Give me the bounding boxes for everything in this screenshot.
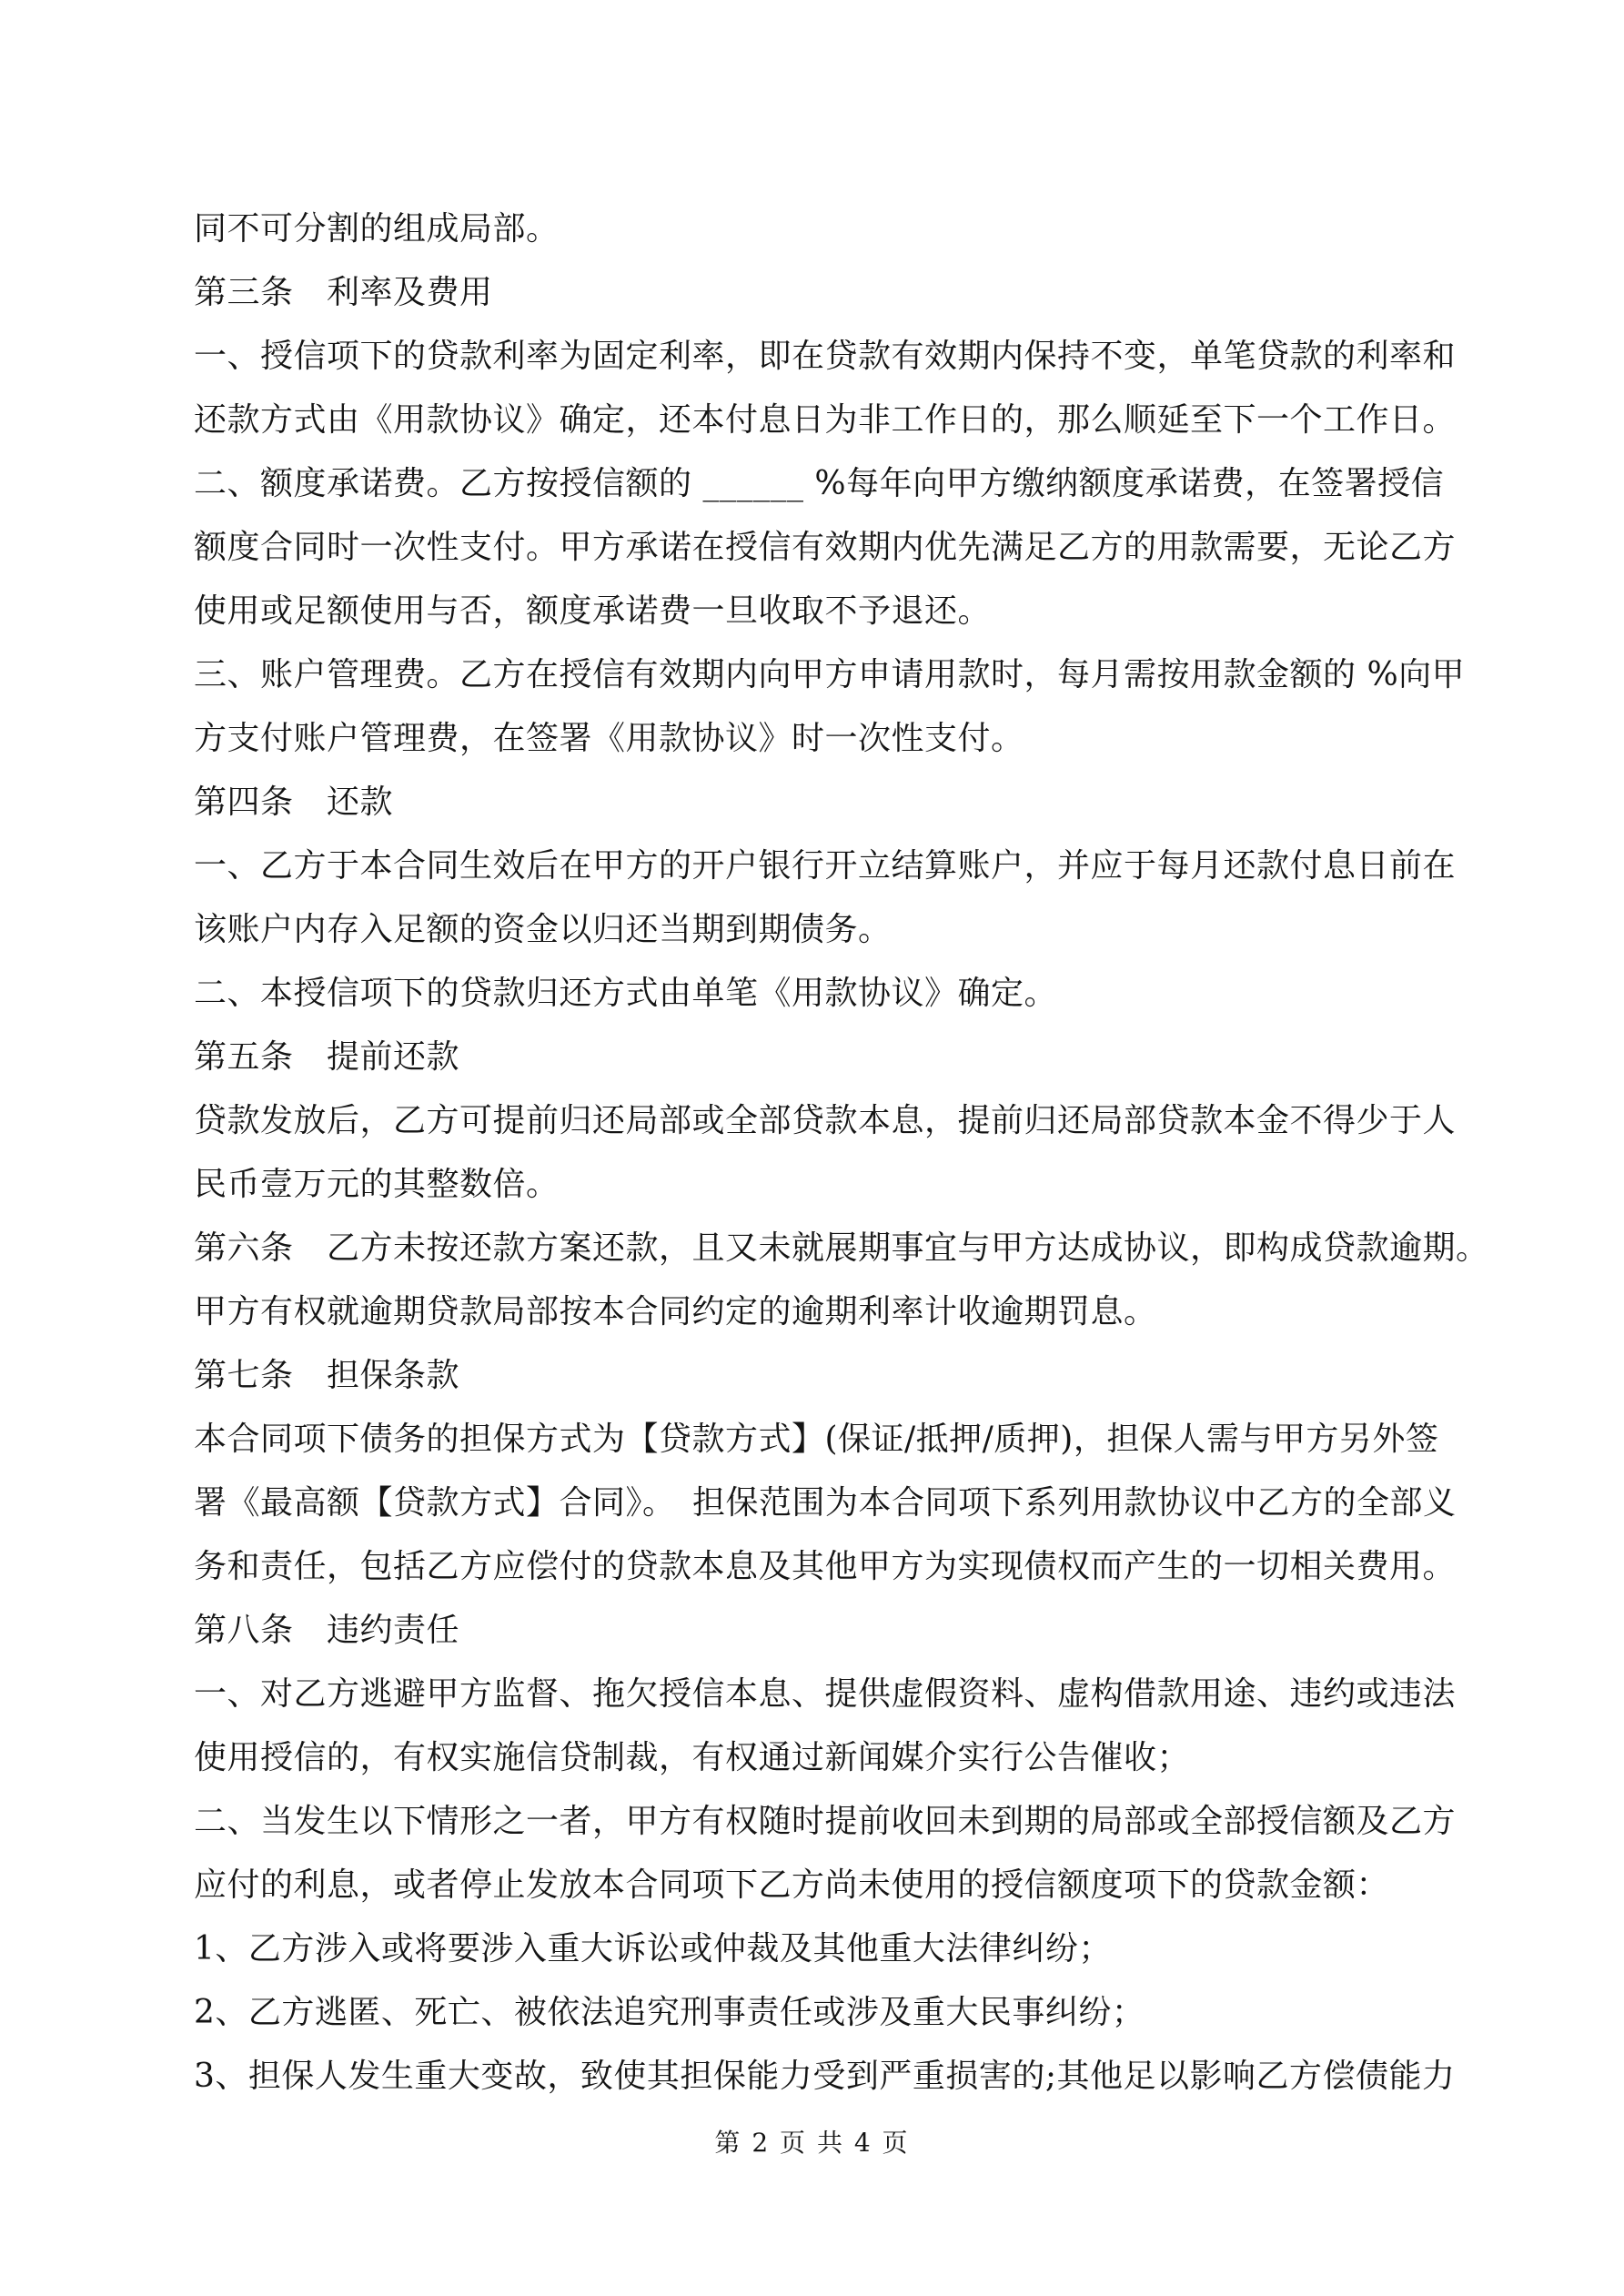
- section-heading: 第五条 提前还款: [194, 1038, 460, 1076]
- text-line: 一、乙方于本合同生效后在甲方的开户银行开立结算账户，并应于每月还款付息日前在: [194, 847, 1457, 885]
- text-line: 一、对乙方逃避甲方监督、拖欠授信本息、提供虚假资料、虚构借款用途、违约或违法: [194, 1675, 1457, 1713]
- text-line: 务和责任，包括乙方应偿付的贷款本息及其他甲方为实现债权而产生的一切相关费用。: [194, 1548, 1457, 1585]
- text-line: 本合同项下债务的担保方式为【贷款方式】(保证/抵押/质押)，担保人需与甲方另外签: [194, 1421, 1439, 1458]
- text-line: 还款方式由《用款协议》确定，还本付息日为非工作日的，那么顺延至下一个工作日。: [194, 401, 1457, 439]
- section-heading: 第八条 违约责任: [194, 1612, 460, 1649]
- text-line: 该账户内存入足额的资金以归还当期到期债务。: [194, 911, 892, 948]
- text-line: 甲方有权就逾期贷款局部按本合同约定的逾期利率计收逾期罚息。: [194, 1293, 1157, 1330]
- numbered-item: 3、担保人发生重大变故，致使其担保能力受到严重损害的;其他足以影响乙方偿债能力: [194, 2058, 1456, 2095]
- section-heading: 第三条 利率及费用: [194, 274, 493, 311]
- section-heading: 第四条 还款: [194, 784, 394, 821]
- numbered-item: 2、乙方逃匿、死亡、被依法追究刑事责任或涉及重大民事纠纷；: [194, 1994, 1145, 2031]
- text-line: 贷款发放后，乙方可提前归还局部或全部贷款本息，提前归还局部贷款本金不得少于人: [194, 1102, 1457, 1139]
- contract-text-body: [194, 197, 1489, 2109]
- text-line: 二、本授信项下的贷款归还方式由单笔《用款协议》确定。: [194, 975, 1058, 1012]
- section-heading: 第七条 担保条款: [194, 1357, 460, 1394]
- text-line: 二、当发生以下情形之一者，甲方有权随时提前收回未到期的局部或全部授信额及乙方: [194, 1803, 1457, 1840]
- text-line: 额度合同时一次性支付。甲方承诺在授信有效期内优先满足乙方的用款需要，无论乙方: [194, 529, 1457, 566]
- text-line: 使用授信的，有权实施信贷制裁，有权通过新闻媒介实行公告催收；: [194, 1739, 1191, 1776]
- text-line: 民币壹万元的其整数倍。: [194, 1166, 560, 1203]
- text-line: 一、授信项下的贷款利率为固定利率，即在贷款有效期内保持不变，单笔贷款的利率和: [194, 338, 1457, 375]
- section-heading: 第六条 乙方未按还款方案还款，且又未就展期事宜与甲方达成协议，即构成贷款逾期。: [194, 1229, 1489, 1267]
- numbered-item: 1、乙方涉入或将要涉入重大诉讼或仲裁及其他重大法律纠纷；: [194, 1930, 1112, 1967]
- text-line: 方支付账户管理费，在签署《用款协议》时一次性支付。: [194, 720, 1024, 757]
- text-line: 二、额度承诺费。乙方按授信额的 ______ %每年向甲方缴纳额度承诺费，在签署授信: [194, 465, 1445, 502]
- text-line: 应付的利息，或者停止发放本合同项下乙方尚未使用的授信额度项下的贷款金额：: [194, 1866, 1390, 1904]
- text-line: 同不可分割的组成局部。: [194, 210, 560, 248]
- page-number-footer: 第 2 页 共 4 页: [714, 2128, 910, 2158]
- text-line: 三、账户管理费。乙方在授信有效期内向甲方申请用款时，每月需按用款金额的 %向甲: [194, 656, 1466, 693]
- text-line: 使用或足额使用与否，额度承诺费一旦收取不予退还。: [194, 592, 992, 630]
- text-line: 署《最高额【贷款方式】合同》。 担保范围为本合同项下系列用款协议中乙方的全部义: [194, 1484, 1457, 1522]
